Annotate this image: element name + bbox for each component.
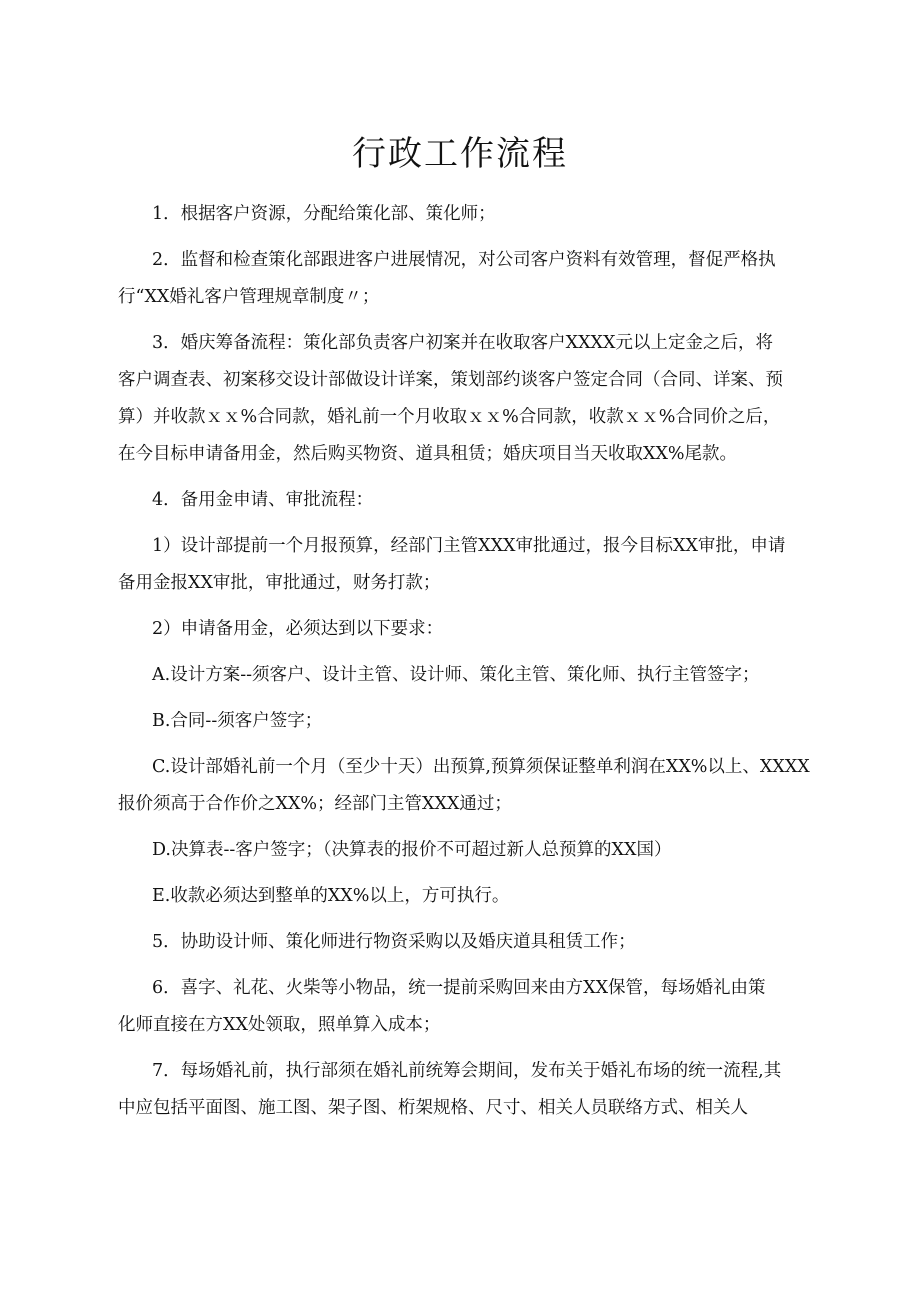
paragraph-1: 1．根据客户资源，分配给策化部、策化师；	[152, 204, 496, 224]
paragraph-3-line-4: 在今目标申请备用金，然后购买物资、道具租赁；婚庆项目当天收取XX%尾款。	[118, 444, 738, 464]
document-body	[118, 196, 818, 1136]
paragraph-2-line-2: 行“XX婚礼客户管理规章制度〃；	[118, 287, 380, 307]
paragraph-4: 4．备用金申请、审批流程：	[152, 490, 374, 510]
requirement-e: E.收款必须达到整单的XX%以上，方可执行。	[152, 886, 510, 906]
paragraph-4-2: 2）申请备用金，必须达到以下要求：	[152, 619, 444, 639]
paragraph-2	[118, 242, 818, 316]
paragraph-7-line-2: 中应包括平面图、施工图、架子图、桁架规格、尺寸、相关人员联络方式、相关人	[118, 1098, 748, 1118]
paragraph-2-line-1: 2．监督和检查策化部跟进客户进展情况，对公司客户资料有效管理，督促严格执	[152, 250, 776, 270]
paragraph-7-line-1: 7．每场婚礼前，执行部须在婚礼前统筹会期间，发布关于婚礼布场的统一流程,其	[152, 1061, 782, 1081]
paragraph-3	[118, 325, 818, 473]
requirement-c	[118, 749, 818, 823]
paragraph-3-line-3: 算）并收款ｘｘ%合同款，婚礼前一个月收取ｘｘ%合同款，收款ｘｘ%合同价之后，	[118, 407, 781, 427]
requirement-a: A.设计方案--须客户、设计主管、设计师、策化主管、策化师、执行主管签字；	[152, 665, 760, 685]
paragraph-3-line-2: 客户调查表、初案移交设计部做设计详案，策划部约谈客户签定合同（合同、详案、预	[118, 370, 783, 390]
requirement-b: B.合同--须客户签字；	[152, 711, 323, 731]
paragraph-7	[118, 1053, 818, 1127]
paragraph-6	[118, 970, 818, 1044]
paragraph-3-line-1: 3．婚庆筹备流程：策化部负责客户初案并在收取客户XXXX元以上定金之后，将	[152, 333, 773, 353]
paragraph-5: 5．协助设计师、策化师进行物资采购以及婚庆道具租赁工作；	[152, 932, 636, 952]
paragraph-4-1	[118, 528, 818, 602]
page-title: 行政工作流程	[352, 134, 568, 174]
paragraph-6-line-2: 化师直接在方XX处领取，照单算入成本；	[118, 1015, 441, 1035]
paragraph-4-1-line-2: 备用金报XX审批，审批通过，财务打款；	[118, 573, 441, 593]
paragraph-4-1-line-1: 1）设计部提前一个月报预算，经部门主管XXX审批通过，报今目标XX审批，申请	[152, 536, 786, 556]
requirement-d: D.决算表--客户签字；（决算表的报价不可超过新人总预算的XX国）	[152, 840, 672, 860]
paragraph-6-line-1: 6．喜字、礼花、火柴等小物品，统一提前采购回来由方XX保管，每场婚礼由策	[152, 978, 766, 998]
requirement-c-line-1: C.设计部婚礼前一个月（至少十天）出预算,预算须保证整单利润在XX%以上、XXXX	[152, 757, 810, 777]
requirement-c-line-2: 报价须高于合作价之XX%；经部门主管XXX通过；	[118, 794, 512, 814]
